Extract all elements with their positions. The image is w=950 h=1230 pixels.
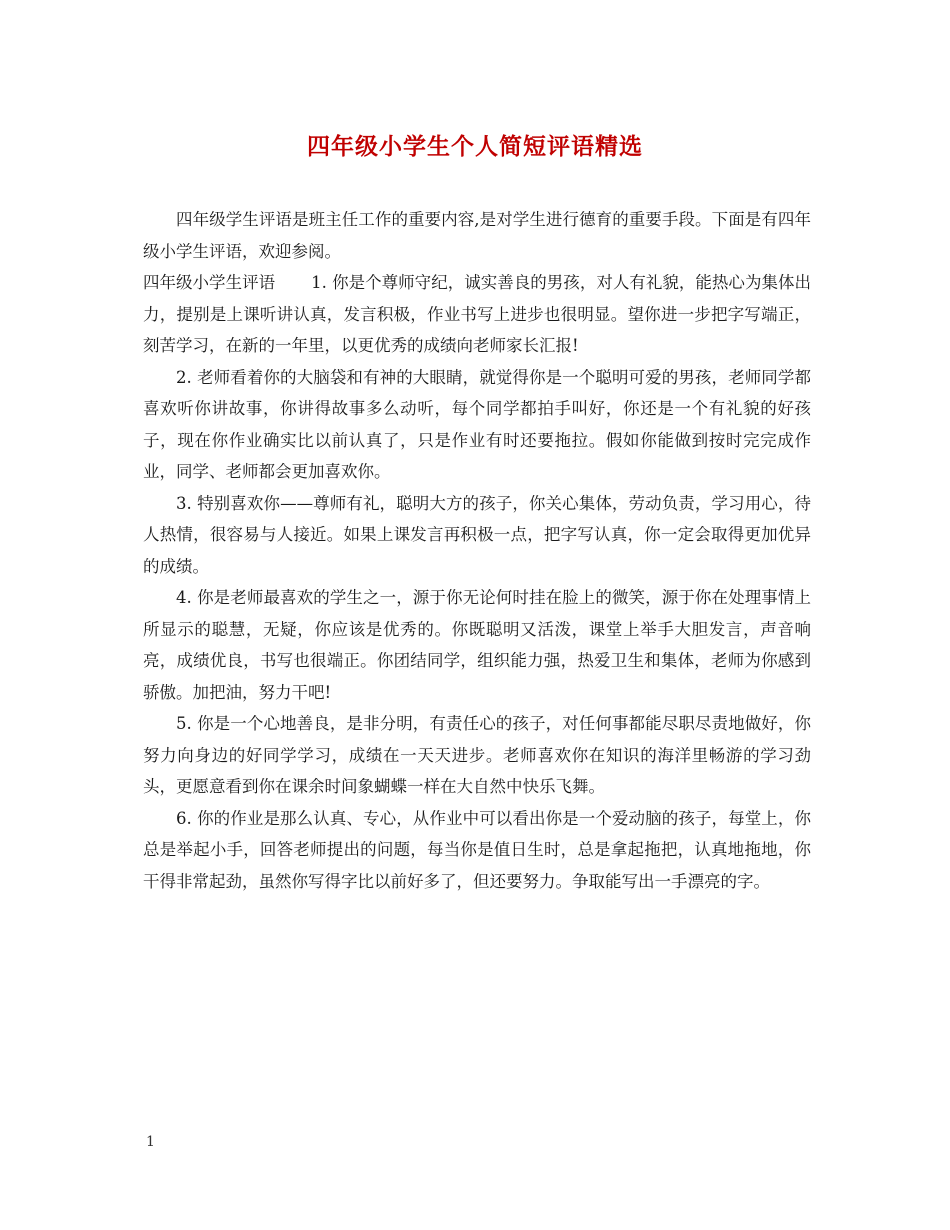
paragraph-5: 5. 你是一个心地善良，是非分明，有责任心的孩子，对任何事都能尽职尽责地做好，你努力向身边的好同学学习，成绩在一天天进步。老师喜欢你在知识的海洋里畅游的学习劲头，更愿意看到你在课余时间象蝴蝶一样在大自然中快乐飞舞。 (143, 714, 811, 796)
paragraph-1 (143, 267, 811, 362)
paragraph-3: 3. 特别喜欢你——尊师有礼，聪明大方的孩子，你关心集体，劳动负责，学习用心，待人热情，很容易与人接近。如果上课发言再积极一点，把字写认真，你一定会取得更加优异的成绩。 (143, 493, 811, 576)
document-title: 四年级小学生个人简短评语精选 (307, 133, 643, 160)
section-label: 四年级小学生评语 (143, 273, 276, 292)
intro-paragraph: 四年级学生评语是班主任工作的重要内容,是对学生进行德育的重要手段。下面是有四年级小学生评语，欢迎参阅。 (143, 210, 811, 261)
paragraph-2: 2. 老师看着你的大脑袋和有神的大眼睛，就觉得你是一个聪明可爱的男孩，老师同学都喜欢听你讲故事，你讲得故事多么动听，每个同学都拍手叫好，你还是一个有礼貌的好孩子，现在你作业确实比以前认真了，只是作业有时还要拖拉。假如你能做到按时完完成作业，同学、老师都会更加喜欢你。 (143, 367, 811, 481)
paragraph-1-text: 1. 你是个尊师守纪，诚实善良的男孩，对人有礼貌，能热心为集体出力，提别是上课听讲认真，发言积极，作业书写上进步也很明显。望你进一步把字写端正，刻苦学习，在新的一年里，以更优秀的成绩向老师家长汇报! (143, 273, 811, 355)
paragraph-6: 6. 你的作业是那么认真、专心，从作业中可以看出你是一个爱动脑的孩子，每堂上，你总是举起小手，回答老师提出的问题，每当你是值日生时，总是拿起拖把，认真地拖地，你干得非常起劲，虽然你写得字比以前好多了，但还要努力。争取能写出一手漂亮的字。 (143, 808, 811, 891)
document-body (143, 204, 811, 897)
paragraph-4: 4. 你是老师最喜欢的学生之一，源于你无论何时挂在脸上的微笑，源于你在处理事情上所显示的聪慧，无疑，你应该是优秀的。你既聪明又活泼，课堂上举手大胆发言，声音响亮，成绩优良，书写也很端正。你团结同学，组织能力强，热爱卫生和集体，老师为你感到骄傲。加把油，努力干吧! (143, 588, 811, 702)
page-number: 1 (146, 1134, 155, 1150)
